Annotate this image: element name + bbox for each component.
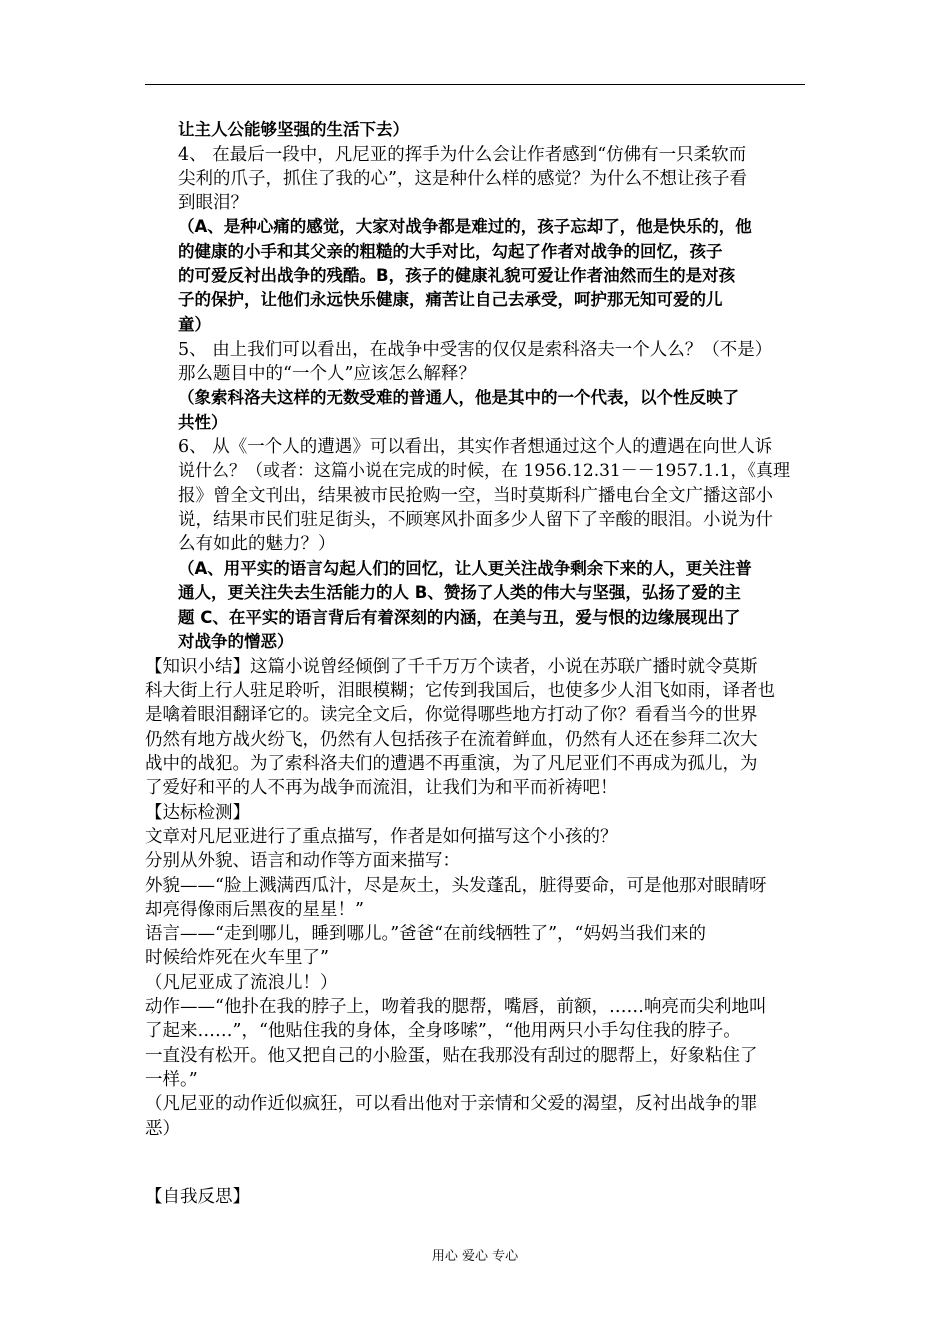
text-line: 对战争的憎恶）: [178, 632, 294, 651]
text-line: 说，结果市民们驻足街头，不顾寒风扑面多少人留下了辛酸的眼泪。小说为什: [178, 510, 773, 530]
text-line: 战中的战犯。为了索科洛夫们的遭遇不再重演，为了凡尼亚们不再成为孤儿，为: [145, 754, 758, 774]
text-line: 共性）: [178, 413, 228, 432]
text-line: （凡尼亚的动作近似疯狂，可以看出他对于亲情和父爱的渴望，反衬出战争的罪: [145, 1094, 758, 1114]
text-line: 让主人公能够坚强的生活下去）: [178, 120, 409, 139]
text-line: 的健康的小手和其父亲的粗糙的大手对比，勾起了作者对战争的回忆，孩子: [178, 242, 723, 261]
text-line: 恶）: [145, 1119, 180, 1139]
text-line: 童）: [178, 315, 211, 334]
text-line: 时候给炸死在火车里了”: [145, 948, 329, 968]
text-line: 题 C、在平实的语言背后有着深刻的内涵，在美与丑，爱与恨的边缘展现出了: [178, 608, 741, 627]
text-line: 却亮得像雨后黑夜的星星！”: [145, 900, 364, 920]
text-line: 一样。”: [145, 1070, 198, 1090]
text-line: 尖利的爪子，抓住了我的心”，这是种什么样的感觉？为什么不想让孩子看: [178, 169, 747, 189]
page-footer: 用心 爱心 专心: [431, 1249, 519, 1264]
header-rule: [145, 84, 805, 85]
text-line: 的可爱反衬出战争的残酷。B，孩子的健康礼貌可爱让作者油然而生的是对孩: [178, 266, 736, 285]
text-line: 分别从外貌、语言和动作等方面来描写：: [145, 851, 460, 871]
text-line: 语言——“走到哪儿，睡到哪儿。”爸爸“在前线牺牲了”，“妈妈当我们来的: [145, 924, 706, 944]
text-line: 么有如此的魅力？）: [178, 534, 336, 554]
text-line: （A、是种心痛的感觉，大家对战争都是难过的，孩子忘却了，他是快乐的，他: [178, 217, 752, 236]
text-line: 子的保护，让他们永远快乐健康，痛苦让自己去承受，呵护那无知可爱的儿: [178, 290, 723, 309]
text-line: 那么题目中的“一个人”应该怎么解释？: [178, 364, 476, 384]
text-line: 5、 由上我们可以看出，在战争中受害的仅仅是索科洛夫一个人么？（不是）: [178, 340, 773, 360]
text-line: 仍然有地方战火纷飞，仍然有人包括孩子在流着鲜血，仍然有人还在参拜二次大: [145, 730, 758, 750]
text-line: 报》曾全文刊出，结果被市民抢购一空，当时莫斯科广播电台全文广播这部小: [178, 486, 773, 506]
text-line: 【达标检测】: [145, 803, 250, 823]
text-line: （象索科洛夫这样的无数受难的普通人，他是其中的一个代表，以个性反映了: [178, 388, 739, 407]
text-line: 科大街上行人驻足聆听，泪眼模糊；它传到我国后，也使多少人泪飞如雨，译者也: [145, 681, 775, 701]
text-line: （A、用平实的语言勾起人们的回忆，让人更关注战争剩余下来的人，更关注普: [178, 559, 752, 578]
text-line: 了爱好和平的人不再为战争而流泪，让我们为和平而祈祷吧！: [145, 778, 618, 798]
text-line: 6、 从《一个人的遭遇》可以看出，其实作者想通过这个人的遭遇在向世人诉: [178, 437, 773, 457]
text-line: 一直没有松开。他又把自己的小脸蛋，贴在我那没有刮过的腮帮上，好象粘住了: [145, 1046, 758, 1066]
text-line: 【自我反思】: [145, 1187, 250, 1207]
text-line: （凡尼亚成了流浪儿！）: [145, 973, 338, 993]
text-line: 到眼泪？: [178, 193, 248, 213]
text-line: 文章对凡尼亚进行了重点描写，作者是如何描写这个小孩的？: [145, 827, 618, 847]
text-line: 了起来……”，“他贴住我的身体，全身哆嗦”，“他用两只小手勾住我的脖子。: [145, 1021, 741, 1041]
text-line: 是噙着眼泪翻译它的。读完全文后，你觉得哪些地方打动了你？看看当今的世界: [145, 705, 758, 725]
text-line: 通人，更关注失去生活能力的人 B、赞扬了人类的伟大与坚强，弘扬了爱的主: [178, 583, 741, 602]
text-line: 动作——“他扑在我的脖子上，吻着我的腮帮，嘴唇，前额，……响亮而尖利地叫: [145, 997, 767, 1017]
text-line: 【知识小结】这篇小说曾经倾倒了千千万万个读者，小说在苏联广播时就令莫斯: [145, 657, 758, 677]
text-line: 说什么？（或者：这篇小说在完成的时候，在 1956.12.31－－1957.1.1，《真理: [178, 461, 790, 481]
text-line: 外貌——“脸上溅满西瓜汁，尽是灰土，头发蓬乱，脏得要命，可是他那对眼睛呀: [145, 876, 767, 896]
text-line: 4、 在最后一段中，凡尼亚的挥手为什么会让作者感到“仿佛有一只柔软而: [178, 145, 747, 165]
